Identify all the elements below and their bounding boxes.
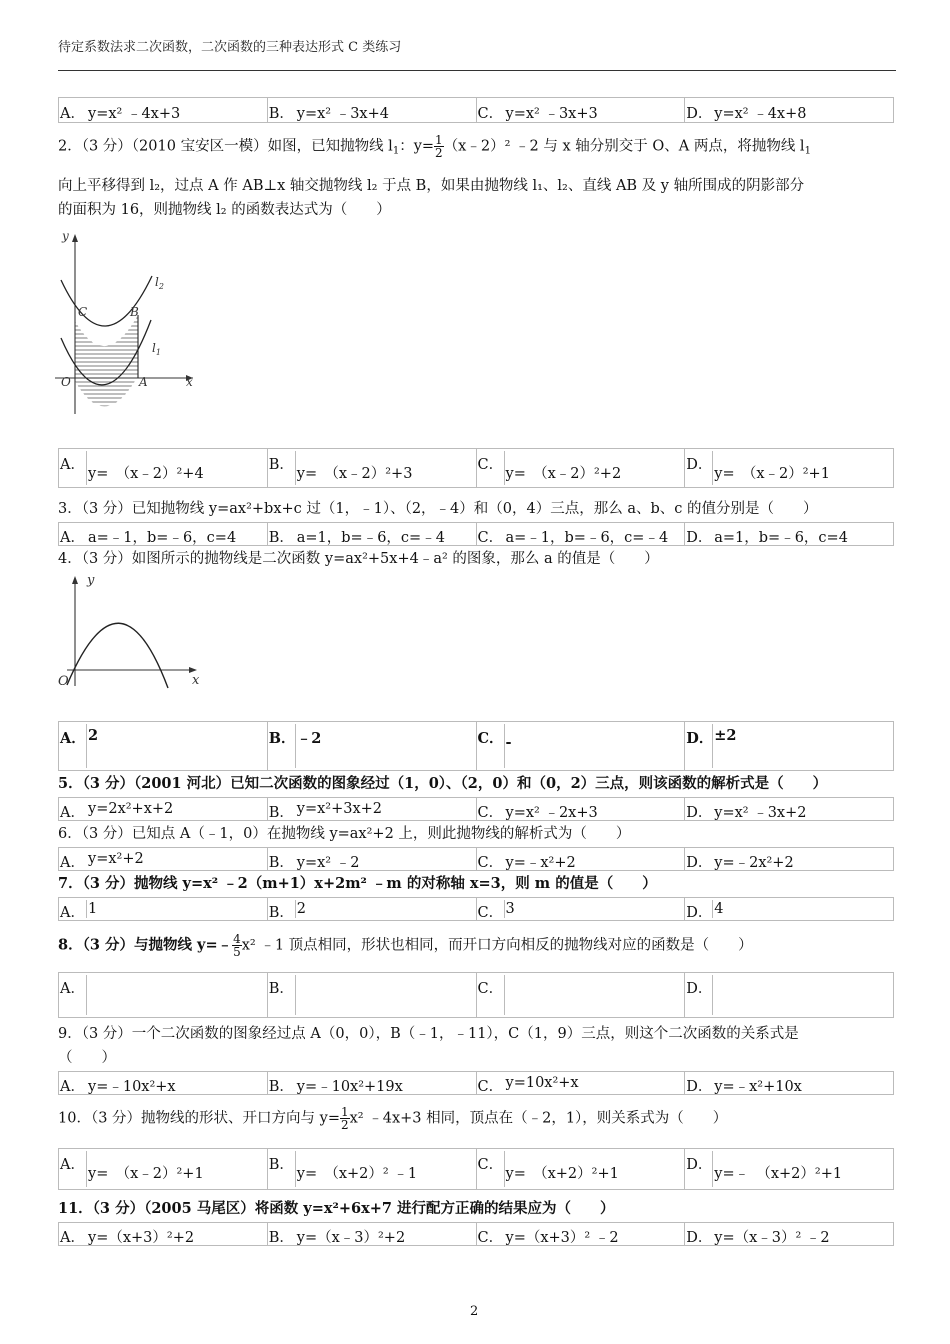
q6-option-d[interactable]: D． y=﹣2x²+2 [686,855,794,871]
q10-options [58,1148,894,1190]
q6-options [58,847,894,871]
q7-options [58,897,894,921]
q5-option-b[interactable]: B． y=x²+3x+2 [268,798,477,820]
q9-option-c[interactable]: C． y=10x²+x [477,1072,686,1094]
q4-label-y: y [87,573,95,588]
q9-options [58,1071,894,1095]
q2-options [58,448,894,488]
q8-option-d[interactable]: D． [685,973,893,1017]
q6-option-a[interactable]: A． y=x²+2 [59,848,268,870]
q8-option-c[interactable]: C． [477,973,686,1017]
q2-option-b[interactable]: B． y= （x﹣2）²+3 [268,449,477,487]
q2-label-a: A [139,375,148,389]
q1-options [58,97,894,123]
q8-option-a[interactable]: A． [59,973,268,1017]
q4-option-c[interactable]: C． - [477,722,686,770]
q2-label-l1: $l_1$ [152,341,161,357]
page-number: 2 [470,1304,479,1319]
q11-option-d[interactable]: D． y=（x﹣3）² ﹣2 [686,1230,830,1246]
q5-options [58,797,894,821]
q8-fraction: $\frac{4}{5}$ [233,932,241,959]
q6-option-b[interactable]: B． y=x² ﹣2 [268,848,477,870]
q2-label-b: B [130,305,139,319]
q7-option-a[interactable]: A． 1 [59,898,268,920]
q2-option-c[interactable]: C． y= （x﹣2）²+2 [477,449,686,487]
q2-option-a[interactable]: A． y= （x﹣2）²+4 [59,449,268,487]
q8-stem: 8．（3 分）与抛物线 y=﹣ $\frac{4}{5}$ x² ﹣1 顶点相同，形状也相同，而开口方向相反的抛物线对应的函数是（ ） [58,932,753,959]
q1-option-c[interactable]: C． y=x² ﹣3x+3 [477,98,686,122]
q11-options [58,1222,894,1246]
q4-label-x: x [192,673,200,688]
q11-option-c[interactable]: C． y=（x+3）² ﹣2 [477,1223,686,1245]
q10-option-d[interactable]: D． y=﹣ （x+2）²+1 [685,1149,893,1189]
q4-options [58,721,894,771]
q9-option-b[interactable]: B． y=﹣10x²+19x [268,1072,477,1094]
q11-option-b[interactable]: B． y=（x﹣3）²+2 [268,1223,477,1245]
q2-label-o: O [61,375,71,389]
q10-stem: 10．（3 分）抛物线的形状、开口方向与 y= $\frac{1}{2}$ x² ﹣4x+3 相同，顶点在（﹣2，1），则关系式为（ ） [58,1105,728,1132]
q4-figure [55,570,210,692]
q4-option-a[interactable]: A． 2 [59,722,268,770]
q5-option-c[interactable]: C． y=x² ﹣2x+3 [477,798,686,820]
page-header-title: 待定系数法求二次函数，二次函数的三种表达形式 C 类练习 [58,40,402,55]
q11-option-a[interactable]: A． y=（x+3）²+2 [59,1223,268,1245]
q9-stem-line2: （ ） [58,1050,116,1066]
q2-stem-line1: 2．（3 分）（2010 宝安区一模）如图，已知抛物线 $l_1$：y= $\frac{1}{2}$ （x﹣2）² ﹣2 与 x 轴分别交于 O、A 两点，将抛物线 $l_1$ [58,133,811,160]
q1-option-a[interactable]: A． y=x² ﹣4x+3 [59,98,268,122]
q10-option-b[interactable]: B． y= （x+2）² ﹣1 [268,1149,477,1189]
q8-options [58,972,894,1018]
q7-option-c[interactable]: C． 3 [477,898,686,920]
q6-stem: 6．（3 分）已知点 A（﹣1，0）在抛物线 y=ax²+2 上，则此抛物线的解析式为（ ） [58,826,631,842]
q4-label-o: O [58,674,69,689]
q7-stem: 7．（3 分）抛物线 y=x² ﹣2（m+1）x+2m² ﹣m 的对称轴 x=3，则 m 的值是（ ） [58,875,657,892]
q2-figure [55,228,205,418]
q2-label-x: x [186,375,193,389]
q2-label-l2: $l_2$ [155,275,164,291]
q3-stem: 3．（3 分）已知抛物线 y=ax²+bx+c 过（1，﹣1）、（2，﹣4）和（0，4）三点，那么 a、b、c 的值分别是（ ） [58,501,818,517]
q2-option-d[interactable]: D． y= （x﹣2）²+1 [685,449,893,487]
header-divider [58,70,896,71]
q4-parabola [67,623,168,688]
q10-option-a[interactable]: A． y= （x﹣2）²+1 [59,1149,268,1189]
q3-options [58,522,894,546]
q6-option-c[interactable]: C． y=﹣x²+2 [477,848,686,870]
q4-option-d[interactable]: D． ±2 [685,722,893,770]
q10-option-c[interactable]: C． y= （x+2）²+1 [477,1149,686,1189]
q9-stem: 9．（3 分）一个二次函数的图象经过点 A（0，0），B（﹣1，﹣11），C（1，9）三点，则这个二次函数的关系式是 [58,1026,799,1042]
q1-option-d[interactable]: D． y=x² ﹣4x+8 [686,106,807,122]
q2-fraction: $\frac{1}{2}$ [435,133,443,160]
q5-stem: 5．（3 分）（2001 河北）已知二次函数的图象经过（1，0）、（2，0）和（0，2）三点，则该函数的解析式是（ ） [58,775,828,792]
q2-stem-line3: 的面积为 16，则抛物线 l₂ 的函数表达式为（ ） [58,202,391,218]
q2-label-y: y [62,229,69,243]
q10-fraction: $\frac{1}{2}$ [340,1105,349,1132]
q4-option-b[interactable]: B． ﹣2 [268,722,477,770]
q2-stem-line2: 向上平移得到 l₂，过点 A 作 AB⊥x 轴交抛物线 l₂ 于点 B，如果由抛物线 l₁、l₂、直线 AB 及 y 轴所围成的阴影部分 [58,178,805,194]
q5-option-a[interactable]: A． y=2x²+x+2 [59,798,268,820]
q3-option-b[interactable]: B． a=1，b=﹣6，c=﹣4 [268,523,477,545]
q3-option-d[interactable]: D． a=1，b=﹣6，c=4 [686,530,848,546]
q7-option-b[interactable]: B． 2 [268,898,477,920]
q8-option-b[interactable]: B． [268,973,477,1017]
q11-stem: 11．（3 分）（2005 马尾区）将函数 y=x²+6x+7 进行配方正确的结果应为（ ） [58,1200,615,1217]
q3-option-c[interactable]: C． a=﹣1，b=﹣6，c=﹣4 [477,523,686,545]
q4-stem: 4．（3 分）如图所示的抛物线是二次函数 y=ax²+5x+4﹣a² 的图象，那么 a 的值是（ ） [58,551,659,567]
q9-option-a[interactable]: A． y=﹣10x²+x [59,1072,268,1094]
q1-option-b[interactable]: B． y=x² ﹣3x+4 [268,98,477,122]
q2-shaded-region [75,315,138,406]
q9-option-d[interactable]: D． y=﹣x²+10x [686,1079,802,1095]
q5-option-d[interactable]: D． y=x² ﹣3x+2 [686,805,807,821]
q7-option-d[interactable]: D． 4 [686,901,724,921]
q3-option-a[interactable]: A． a=﹣1，b=﹣6，c=4 [59,523,268,545]
q2-label-c: C [78,305,88,319]
